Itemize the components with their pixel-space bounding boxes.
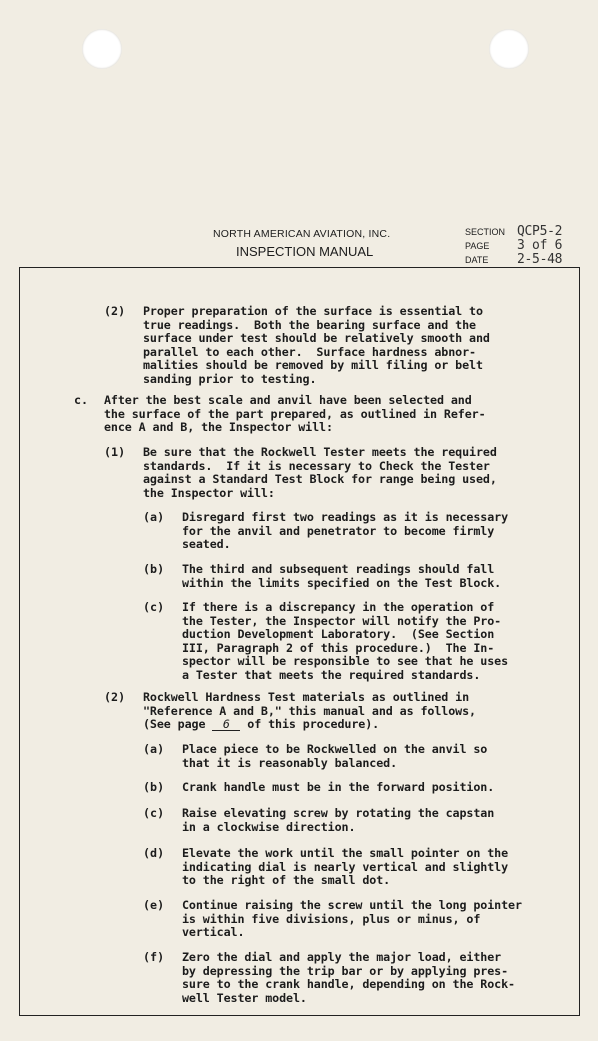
item-c2d-text: Elevate the work until the small pointer on the indicating dial is nearly vertical and slightly to the right of the small dot. [182,846,509,888]
item-c2b-text: Crank handle must be in the forward position. [182,780,495,794]
punch-hole-left [82,29,122,69]
item-c1c-text: If there is a discrepancy in the operation of the Tester, the Inspector will notify the Pro- duction Development Laboratory. (See Section III, Paragraph 2 of this procedure.) The In- spector will be responsible to see that he uses a Tester that meets the required standards. [182,600,509,682]
item-c2d-label: (d) [143,846,165,860]
item-c2b-label: (b) [143,780,165,794]
section-label: SECTION [465,227,506,237]
item-c2a-label: (a) [143,742,165,756]
item-c2c-text: Raise elevating screw by rotating the capstan in a clockwise direction. [182,806,495,834]
manual-title: INSPECTION MANUAL [236,244,374,259]
item-c2-label: (2) [104,690,126,704]
page-ref-suffix: of this procedure). [240,717,380,731]
item-c2a-text: Place piece to be Rockwelled on the anvil so that it is reasonably balanced. [182,742,488,770]
item-c1b-label: (b) [143,562,165,576]
item-c-label: c. [74,393,89,407]
item-c2f-text: Zero the dial and apply the major load, either by depressing the trip bar or by applying pres- sure to the crank handle, depending on the Rock- well Tester model. [182,950,515,1005]
item-2-text: Proper preparation of the surface is essential to true readings. Both the bearing surface and the surface under test should be relatively smooth and parallel to each other. Surface hardness abnor- malities should be removed by mill filing or belt sanding prior to testing. [143,304,490,386]
item-c1-text: Be sure that the Rockwell Tester meets the required standards. If it is necessary to Check the Tester against a Standard Test Block for range being used, the Inspector will: [143,445,497,500]
item-c-text: After the best scale and anvil have been selected and the surface of the part prepared, as outlined in Refer- ence A and B, the Inspector will: [104,393,486,435]
date-value: 2-5-48 [517,252,563,267]
item-c2-page-line [143,718,379,732]
section-value: QCP5-2 [517,224,563,239]
item-c2-text: Rockwell Hardness Test materials as outlined in "Reference A and B," this manual and as follows, [143,690,476,718]
item-c1a-label: (a) [143,510,165,524]
company-name: NORTH AMERICAN AVIATION, INC. [213,228,391,240]
section-row [465,224,575,238]
item-2-label: (2) [104,304,126,318]
date-row [465,252,575,266]
item-c1c-label: (c) [143,600,165,614]
page-ref-number: 6 [212,719,240,731]
page-value: 3 of 6 [517,238,563,253]
item-c1-label: (1) [104,445,126,459]
item-c2f-label: (f) [143,950,165,964]
page-label: PAGE [465,241,490,251]
document-meta [465,224,575,266]
page-row [465,238,575,252]
item-c2e-label: (e) [143,898,165,912]
date-label: DATE [465,255,489,265]
item-c2e-text: Continue raising the screw until the long pointer is within five divisions, plus or minus, of vertical. [182,898,522,940]
item-c2c-label: (c) [143,806,165,820]
page-ref-prefix: (See page [143,717,213,731]
item-c1a-text: Disregard first two readings as it is necessary for the anvil and penetrator to become firmly seated. [182,510,509,552]
item-c1b-text: The third and subsequent readings should fall within the limits specified on the Test Block. [182,562,502,590]
punch-hole-right [489,29,529,69]
